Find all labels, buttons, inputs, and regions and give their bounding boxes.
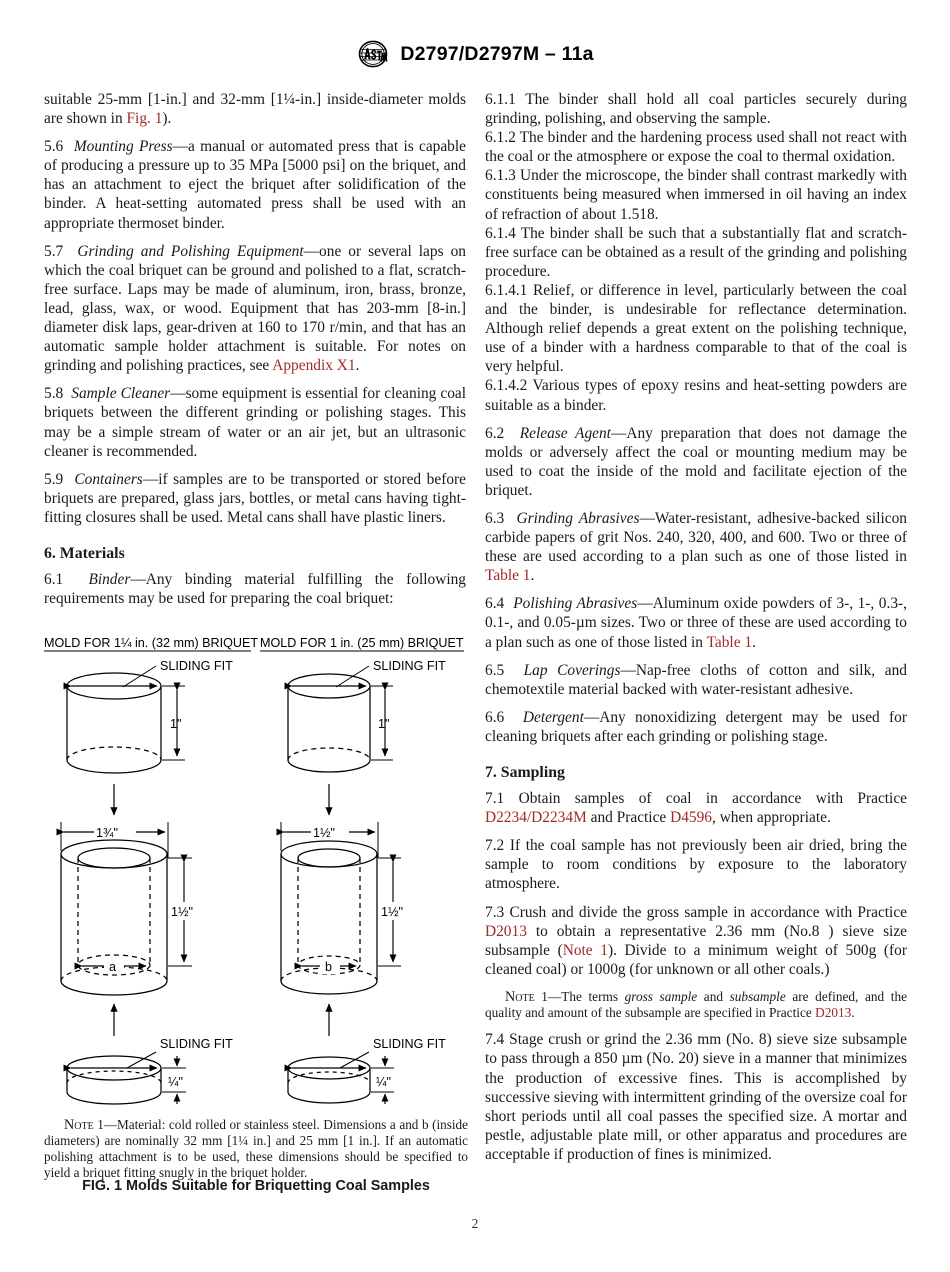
left-thickness-quarter-in: ¼" xyxy=(168,1075,183,1089)
right-inner-diameter-b: b xyxy=(325,960,333,974)
term-polishing-abrasives: Polishing Abrasives xyxy=(513,595,638,613)
d4596-link[interactable]: D4596 xyxy=(670,809,712,827)
note-italic-subsample: subsample xyxy=(729,988,786,1004)
left-column xyxy=(44,90,466,608)
right-sliding-fit-label-bottom: SLIDING FIT xyxy=(373,1037,446,1051)
paragraph-number: 6.3 xyxy=(485,509,505,527)
note-1-paragraph: Note 1—The terms gross sample and subsample are defined, and the quality and amount of the subsample are specified in Practice D2013. xyxy=(485,988,907,1021)
paragraph-6-1-4-2: 6.1.4.2 Various types of epoxy resins and heat-setting powders are suitable as a binder. xyxy=(485,377,907,414)
left-inner-diameter-a: a xyxy=(109,960,117,974)
table-1-link-b[interactable]: Table 1 xyxy=(706,633,753,651)
paragraph-number: 5.9 xyxy=(44,470,64,488)
molds-svg xyxy=(44,636,468,1116)
paragraph-6-1-2: 6.1.2 The binder and the hardening process used shall not react with the coal or the atmosphere or expose the coal to thermal oxidation. xyxy=(485,129,907,166)
paragraph-number: 5.6 xyxy=(44,138,64,156)
term-sample-cleaner: Sample Cleaner xyxy=(71,385,171,403)
right-column xyxy=(485,90,907,1164)
note-1-link[interactable]: Note 1 xyxy=(562,941,608,959)
term-containers: Containers xyxy=(74,470,143,488)
paragraph-number: 5.8 xyxy=(44,385,64,403)
figure-1-caption: FIG. 1 Molds Suitable for Briquetting Coal Samples xyxy=(82,1178,430,1194)
paragraph-6-1-4-1: 6.1.4.1 Relief, or difference in level, particularly between the coal and the binder, is undesirable for reflectance determination. Although relief depends a great extent on the polishing technique, use of a binder with a hardness comparable to that of the coal is very helpful. xyxy=(485,281,907,376)
astm-logo-icon xyxy=(356,40,390,68)
left-sliding-fit-label-top: SLIDING FIT xyxy=(160,659,233,673)
note-italic-gross-sample: gross sample xyxy=(624,988,698,1004)
paragraph-7-1: 7.1 Obtain samples of coal in accordance with Practice D2234/D2234M and Practice D4596, when appropriate. xyxy=(485,790,907,827)
paragraph-6-1: 6.1 Binder—Any binding material fulfilling the following requirements may be used for preparing the coal briquet: xyxy=(44,571,466,608)
figure-1-molds-diagram xyxy=(44,636,468,1116)
d2013-link-b[interactable]: D2013 xyxy=(815,1005,852,1021)
paragraph-6-3: 6.3 Grinding Abrasives—Water-resistant, adhesive-backed silicon carbide papers of grit Nos. 240, 320, 400, and 600. Two or three of these are used according to a plan such as one of those listed in Table 1. xyxy=(485,509,907,585)
paragraph-5-8: 5.8 Sample Cleaner—some equipment is essential for cleaning coal briquets between the different grinding or polishing stages. This may be a simple stream of water or an air jet, but an ultrasonic cleaner is recommended. xyxy=(44,385,467,460)
d2013-link-a[interactable]: D2013 xyxy=(485,922,527,940)
paragraph-number: 6.5 xyxy=(485,661,505,679)
figure-note-1: Note 1—Material: cold rolled or stainless steel. Dimensions a and b (inside diameters) are nominally 32 mm [1¼ in.] and 25 mm [1 in.]. If an automatic polishing attachment is to be used, these dimensions should be specified to yield a briquet fitting snugly in the briquet holder. xyxy=(44,1117,468,1181)
paragraph-6-5: 6.5 Lap Coverings—Nap-free cloths of cotton and silk, and chemotextile material backed with water-resistant adhesive. xyxy=(485,661,907,698)
paragraph-6-6: 6.6 Detergent—Any nonoxidizing detergent may be used for cleaning briquets after each grinding or polishing stage. xyxy=(485,708,907,745)
page-number: 2 xyxy=(471,1216,479,1231)
paragraph-7-2: 7.2 If the coal sample has not previously been air dried, bring the sample to room conditions by exposure to the laboratory atmosphere. xyxy=(485,837,907,893)
term-grinding-polishing-equipment: Grinding and Polishing Equipment xyxy=(77,242,304,260)
term-mounting-press: Mounting Press xyxy=(73,138,173,156)
paragraph-5-7: 5.7 Grinding and Polishing Equipment—one or several laps on which the coal briquet can be ground and polished to a flat, scratch-free surface. Laps may be made of aluminum, iron, brass, bronze, lead, glass, wax, or wood. Equipment that has 203-mm [8-in.] diameter disk laps, gear-driven at 160 to 170 r/min, and that has an automatic sample holder attachment is suitable. For notes on grinding and polishing practices, see Appendix X1. xyxy=(44,242,466,375)
right-thickness-quarter-in: ¼" xyxy=(376,1075,391,1089)
left-mold-title: MOLD FOR 1¼ in. (32 mm) BRIQUET xyxy=(44,636,259,650)
appendix-x1-link[interactable]: Appendix X1 xyxy=(272,357,356,375)
paragraph-7-4: 7.4 Stage crush or grind the 2.36 mm (No. 8) sieve size subsample to pass through a 850 µm (No. 20) sieve in a manner that minimizes the production of excessive fines. This is accomplished by successive sieving with intermittent grinding of the oversize coal for short periods until all coal passes the specified size. A mortar and pestle, adjustable plate mill, or other apparatus and procedures are acceptable if production of fines is minimized. xyxy=(485,1031,907,1163)
paragraph-number: 6.1 xyxy=(44,571,64,589)
term-binder: Binder xyxy=(88,571,131,589)
paragraph-5-9: 5.9 Containers—if samples are to be transported or stored before briquets are prepared, glass jars, bottles, or metal cans having tight-fitting closures shall be used. Metal cans shall have plastic liners. xyxy=(44,470,466,526)
paragraph-6-1-3: 6.1.3 Under the microscope, the binder shall contrast markedly with constituents being measured when immersed in oil having an index of refraction of about 1.518. xyxy=(485,167,907,223)
left-height-1in: 1" xyxy=(170,717,182,731)
right-height-1-5in: 1½" xyxy=(381,905,403,919)
page-header xyxy=(0,40,950,68)
left-height-1-5in: 1½" xyxy=(171,905,193,919)
right-outer-diameter: 1½" xyxy=(313,826,335,840)
term-lap-coverings: Lap Coverings xyxy=(523,661,621,679)
term-detergent: Detergent xyxy=(522,708,584,726)
right-sliding-fit-label-top: SLIDING FIT xyxy=(373,659,446,673)
paragraph-number: 6.6 xyxy=(485,708,505,726)
section-heading-6-materials: 6. Materials xyxy=(44,544,125,562)
left-outer-diameter: 1¾" xyxy=(96,826,118,840)
paragraph-6-1-1: 6.1.1 The binder shall hold all coal particles securely during grinding, polishing, and observing the sample. xyxy=(485,91,907,128)
right-mold-title: MOLD FOR 1 in. (25 mm) BRIQUET xyxy=(260,636,464,650)
term-release-agent: Release Agent xyxy=(519,424,611,442)
paragraph-number: 5.7 xyxy=(44,242,64,260)
paragraph-6-4: 6.4 Polishing Abrasives—Aluminum oxide powders of 3-, 1-, 0.3-, 0.1-, and 0.05-µm sizes. Two or three of these are used according to a plan such as one of those listed in Table 1. xyxy=(485,595,907,651)
term-grinding-abrasives: Grinding Abrasives xyxy=(516,509,640,527)
paragraph-5-5-continued: suitable 25-mm [1-in.] and 32-mm [1¼-in.] inside-diameter molds are shown in Fig. 1). xyxy=(44,91,466,128)
paragraph-number: 6.4 xyxy=(485,595,505,613)
paragraph-6-1-4: 6.1.4 The binder shall be such that a substantially flat and scratch-free surface can be obtained as a result of the grinding and polishing procedure. xyxy=(485,224,907,280)
paragraph-number: 6.2 xyxy=(485,424,505,442)
right-height-1in: 1" xyxy=(378,717,390,731)
figure-1-link[interactable]: Fig. 1 xyxy=(126,110,163,128)
section-heading-7-sampling: 7. Sampling xyxy=(485,764,565,781)
paragraph-7-3: 7.3 Crush and divide the gross sample in accordance with Practice D2013 to obtain a representative 2.36 mm (No.8 ) sieve size subsample (Note 1). Divide to a minimum weight of 500g (for cleaned coal) or 1000g (for unknown or all other coals.) xyxy=(485,903,907,978)
table-1-link-a[interactable]: Table 1 xyxy=(485,567,531,585)
left-sliding-fit-label-bottom: SLIDING FIT xyxy=(160,1037,233,1051)
standard-designation: D2797/D2797M – 11a xyxy=(400,42,594,65)
paragraph-5-6: 5.6 Mounting Press—a manual or automated press that is capable of producing a pressure up to 35 MPa [5000 psi] on the briquet, and has an attachment to eject the briquet after solidification of the binder. A heat-setting automated press shall be used with an appropriate thermoset binder. xyxy=(44,138,466,232)
paragraph-6-2: 6.2 Release Agent—Any preparation that does not damage the molds or adversely affect the coal or mounting medium may be used to coat the inside of the mold and facilitate ejection of the briquet. xyxy=(485,424,907,499)
d2234-link[interactable]: D2234/D2234M xyxy=(485,809,587,827)
